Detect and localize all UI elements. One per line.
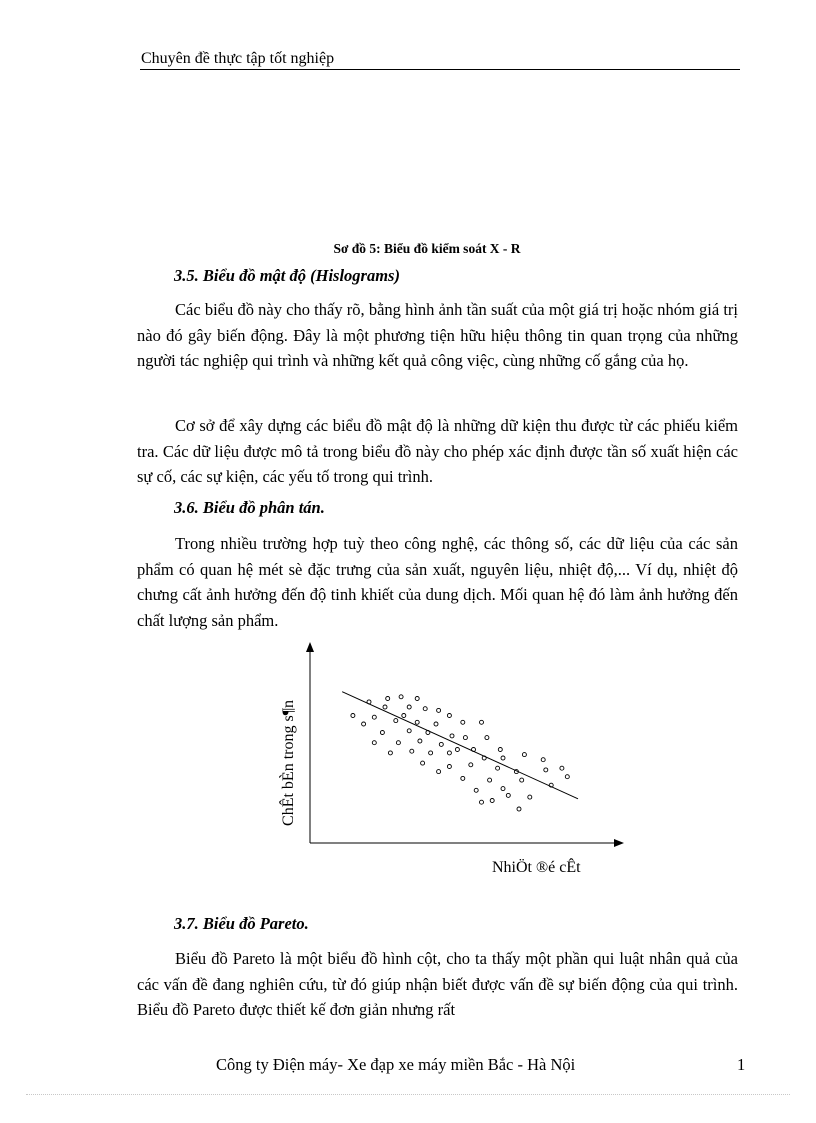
scatter-point <box>522 753 526 757</box>
scatter-point <box>372 715 376 719</box>
scatter-point <box>528 795 532 799</box>
y-axis-arrow <box>306 642 314 652</box>
scatter-point <box>463 736 467 740</box>
scatter-point <box>399 695 403 699</box>
scatter-point <box>520 778 524 782</box>
scatter-point <box>388 751 392 755</box>
scatter-point <box>415 697 419 701</box>
page-number: 1 <box>737 1055 746 1074</box>
section-heading-3-6: 3.6. Biểu đồ phân tán. <box>174 498 325 517</box>
paragraph-3-5-1: Các biểu đồ này cho thấy rõ, bằng hình ảnh tần suất của một giá trị hoặc nhóm giá trị nào đó gây biến động. Đây là một phương tiện hữu hiệu thông tin quan trọng của những người tác nghiệp qui trình và những kết quả công việc, cùng những cố gắng của họ. <box>137 300 738 370</box>
figure-caption: Sơ đồ 5: Biểu đồ kiểm soát X - R <box>333 241 521 256</box>
scatter-point <box>423 707 427 711</box>
header-divider <box>140 69 740 70</box>
scatter-point <box>488 778 492 782</box>
y-axis-label: ChÊt bÈn trong s¶n <box>280 700 297 826</box>
footer-company: Công ty Điện máy- Xe đạp xe máy miền Bắc - Hà Nội <box>216 1055 576 1074</box>
scatter-point <box>447 765 451 769</box>
section-heading-3-7: 3.7. Biểu đồ Pareto. <box>174 914 309 933</box>
scatter-point <box>437 770 441 774</box>
scatter-point <box>407 729 411 733</box>
scatter-point <box>429 751 433 755</box>
scatter-point <box>396 741 400 745</box>
chart-labels <box>278 700 581 876</box>
scatter-point <box>461 720 465 724</box>
page-bottom-divider <box>26 1094 790 1095</box>
chart-axes <box>306 642 624 847</box>
scatter-point <box>501 787 505 791</box>
paragraph-3-5-2: Cơ sở để xây dựng các biểu đồ mật độ là những dữ kiện thu được từ các phiếu kiểm tra. Các dữ liệu được mô tả trong biểu đồ này cho phép xác định được tần số xuất hiện các sự cố, các sự kiện, các yếu tố trong qui trình. <box>137 416 738 486</box>
scatter-point <box>394 719 398 723</box>
scatter-point <box>461 776 465 780</box>
scatter-point <box>455 748 459 752</box>
x-axis-arrow <box>614 839 624 847</box>
scatter-point <box>447 714 451 718</box>
scatter-point <box>447 751 451 755</box>
scatter-point <box>415 720 419 724</box>
trend-line <box>342 692 578 799</box>
scatter-point <box>372 741 376 745</box>
scatter-point <box>469 763 473 767</box>
scatter-point <box>418 739 422 743</box>
scatter-point <box>506 793 510 797</box>
scatter-point <box>474 788 478 792</box>
scatter-point <box>383 705 387 709</box>
scatter-point <box>407 705 411 709</box>
scatter-point <box>450 734 454 738</box>
paragraph-3-7-1: Biểu đồ Pareto là một biểu đồ hình cột, cho ta thấy một phần qui luật nhân quả của các vấn đề đang nghiên cứu, từ đó giúp nhận biết được vấn đề sự biến động của qui trình. Biểu đồ Pareto được thiết kế đơn giản nhưng rất <box>137 949 738 1019</box>
scatter-point <box>434 722 438 726</box>
scatter-point <box>410 749 414 753</box>
paragraph-3-6-1: Trong nhiều trường hợp tuỳ theo công nghệ, các thông số, các dữ liệu của các sản phẩm có quan hệ mét sè đặc trưng của sản xuất, nguyên liệu, nhiệt độ,... Ví dụ, nhiệt độ chưng cất ảnh hưởng đến độ tinh khiết của dung dịch. Mối quan hệ đó làm ảnh hưởng đến chất lượng sản phẩm. <box>137 534 738 630</box>
scatter-point <box>351 714 355 718</box>
scatter-point <box>402 714 406 718</box>
scatter-point <box>517 807 521 811</box>
scatter-point <box>544 768 548 772</box>
section-heading-3-5: 3.5. Biểu đồ mật độ (Hislograms) <box>174 266 400 285</box>
scatter-point <box>541 758 545 762</box>
scatter-point <box>380 731 384 735</box>
scatter-point <box>498 748 502 752</box>
scatter-point <box>485 736 489 740</box>
scatter-point <box>480 800 484 804</box>
scatter-point <box>565 775 569 779</box>
scatter-point <box>560 766 564 770</box>
scatter-point <box>490 799 494 803</box>
scatter-chart <box>270 640 630 885</box>
chart-points <box>342 692 578 811</box>
scatter-point <box>362 722 366 726</box>
scatter-point <box>496 766 500 770</box>
scatter-point <box>421 761 425 765</box>
scatter-point <box>386 697 390 701</box>
header-title: Chuyên đề thực tập tốt nghiệp <box>141 50 335 67</box>
scatter-point <box>501 756 505 760</box>
scatter-point <box>439 742 443 746</box>
x-axis-label: NhiÖt ®é cÊt <box>492 859 581 876</box>
scatter-point <box>437 708 441 712</box>
scatter-point <box>480 720 484 724</box>
